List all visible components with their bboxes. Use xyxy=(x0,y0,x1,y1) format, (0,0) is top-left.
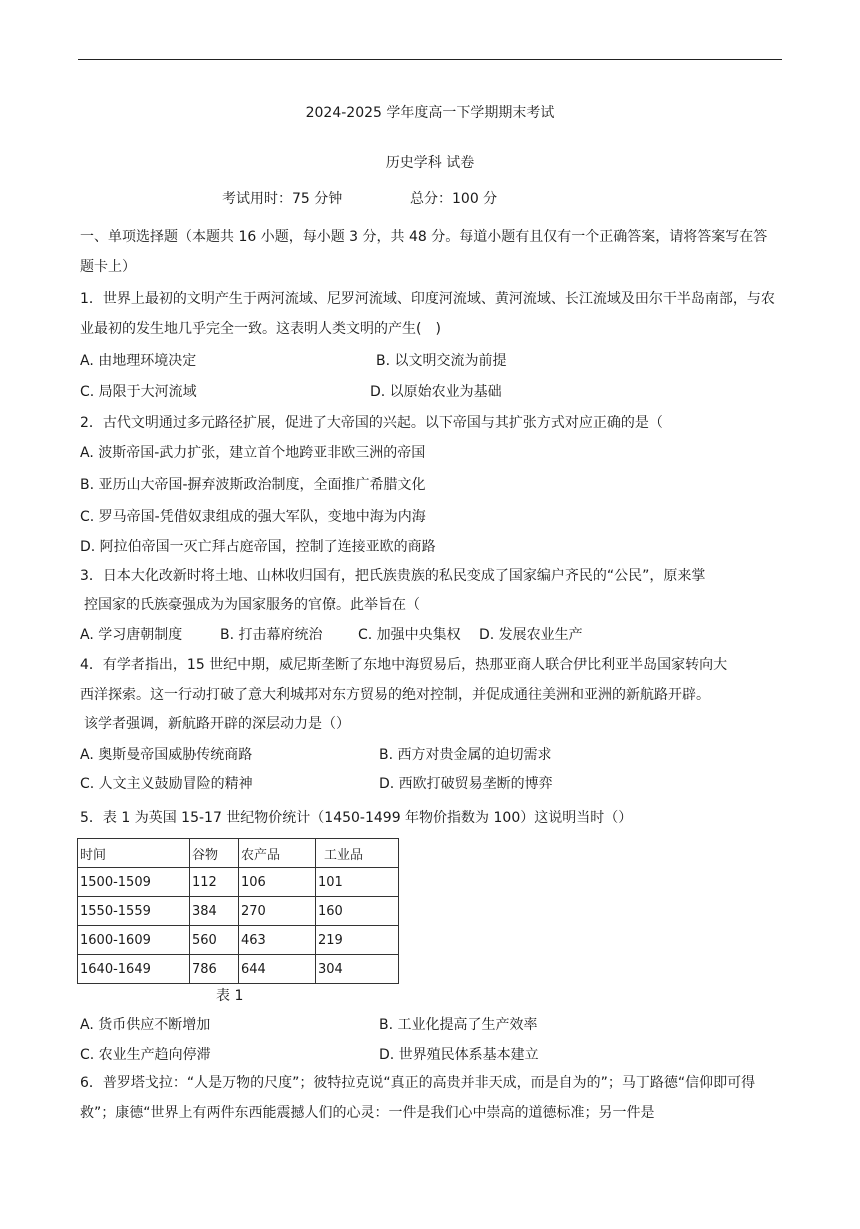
question-6-stem: 6．普罗塔戈拉：“人是万物的尺度”；彼特拉克说“真正的高贵并非天成，而是自为的”；马丁路德“信仰即可得救”；康德“世界上有两件东西能震撼人们的心灵：一件是我们心中崇高的道德标准；另一件是 xyxy=(80,1075,756,1121)
question-3-option-c: C. 加强中央集权 xyxy=(358,627,461,643)
table-cell: 112 xyxy=(190,868,239,897)
question-3-stem-line1: 3．日本大化改新时将土地、山林收归国有，把氏族贵族的私民变成了国家编户齐民的“公民”，原来掌 xyxy=(80,568,706,584)
question-5-option-c: C. 农业生产趋向停滞 xyxy=(80,1047,211,1063)
section-intro: 一、单项选择题（本题共 16 小题，每小题 3 分，共 48 分。每道小题有且仅有一个正确答案，请将答案写在答题卡上） xyxy=(80,229,768,275)
table-row xyxy=(78,955,399,984)
question-3-option-a: A. 学习唐朝制度 xyxy=(80,627,183,643)
exam-subtitle: 历史学科 试卷 xyxy=(385,155,475,171)
question-4-option-b: B. 西方对贵金属的迫切需求 xyxy=(379,747,552,763)
table-row xyxy=(78,868,399,897)
exam-time: 考试用时：75 分钟 xyxy=(222,191,343,207)
question-4-stem-line2: 西洋探索。这一行动打破了意大利城邦对东方贸易的绝对控制，并促成通往美洲和亚洲的新航路开辟。 xyxy=(80,687,710,703)
table-cell: 1550-1559 xyxy=(78,897,190,926)
table-cell: 1640-1649 xyxy=(78,955,190,984)
table-cell: 1500-1509 xyxy=(78,868,190,897)
price-table xyxy=(77,838,399,984)
question-3-stem-line2: 控国家的氏族豪强成为为国家服务的官僚。此举旨在（ xyxy=(84,597,420,613)
question-2-option-d: D. 阿拉伯帝国一灭亡拜占庭帝国，控制了连接亚欧的商路 xyxy=(80,539,436,555)
table-cell: 304 xyxy=(316,955,399,984)
question-1-option-c: C. 局限于大河流域 xyxy=(80,384,197,400)
table-cell: 384 xyxy=(190,897,239,926)
question-1-option-a: A. 由地理环境决定 xyxy=(80,353,197,369)
question-2-option-b: B. 亚历山大帝国-摒弃波斯政治制度，全面推广希腊文化 xyxy=(80,477,426,493)
header-rule xyxy=(78,59,782,60)
question-3-option-d: D. 发展农业生产 xyxy=(479,627,583,643)
table-cell: 786 xyxy=(190,955,239,984)
question-4-stem-line3: 该学者强调，新航路开辟的深层动力是（） xyxy=(84,716,350,732)
table-cell: 160 xyxy=(316,897,399,926)
table-caption: 表 1 xyxy=(216,988,244,1004)
table-row xyxy=(78,926,399,955)
question-4-option-c: C. 人文主义鼓励冒险的精神 xyxy=(80,776,253,792)
question-2-option-a: A. 波斯帝国-武力扩张，建立首个地跨亚非欧三洲的帝国 xyxy=(80,445,426,461)
table-cell: 560 xyxy=(190,926,239,955)
question-4-option-a: A. 奥斯曼帝国威胁传统商路 xyxy=(80,747,253,763)
question-3-option-b: B. 打击幕府统治 xyxy=(220,627,323,643)
question-1-option-b: B. 以文明交流为前提 xyxy=(376,353,507,369)
table-cell: 106 xyxy=(239,868,316,897)
question-4-option-d: D. 西欧打破贸易垄断的博弈 xyxy=(379,776,553,792)
table-header-cell: 工业品 xyxy=(316,839,399,868)
question-4-stem-line1: 4．有学者指出，15 世纪中期，威尼斯垄断了东地中海贸易后，热那亚商人联合伊比利亚半岛国家转向大 xyxy=(80,657,728,673)
question-2-stem: 2．古代文明通过多元路径扩展，促进了大帝国的兴起。以下帝国与其扩张方式对应正确的是（ xyxy=(80,415,663,431)
question-5-option-b: B. 工业化提高了生产效率 xyxy=(379,1017,538,1033)
table-cell: 270 xyxy=(239,897,316,926)
table-cell: 101 xyxy=(316,868,399,897)
question-1-stem: 1．世界上最初的文明产生于两河流域、尼罗河流域、印度河流域、黄河流域、长江流域及田尔干半岛南部，与农业最初的发生地几乎完全一致。这表明人类文明的产生( ) xyxy=(80,291,775,337)
table-header-cell: 谷物 xyxy=(190,839,239,868)
exam-title: 2024-2025 学年度高一下学期期末考试 xyxy=(305,105,555,121)
question-5-option-d: D. 世界殖民体系基本建立 xyxy=(379,1047,539,1063)
table-cell: 1600-1609 xyxy=(78,926,190,955)
table-cell: 644 xyxy=(239,955,316,984)
question-1-option-d: D. 以原始农业为基础 xyxy=(370,384,502,400)
question-2-option-c: C. 罗马帝国-凭借奴隶组成的强大军队，变地中海为内海 xyxy=(80,509,426,525)
exam-score: 总分：100 分 xyxy=(410,191,498,207)
question-5-stem: 5．表 1 为英国 15-17 世纪物价统计（1450-1499 年物价指数为 100）这说明当时（） xyxy=(80,810,633,826)
question-5-option-a: A. 货币供应不断增加 xyxy=(80,1017,211,1033)
table-header-cell: 时间 xyxy=(78,839,190,868)
table-header-cell: 农产品 xyxy=(239,839,316,868)
table-cell: 219 xyxy=(316,926,399,955)
table-header-row xyxy=(78,839,399,868)
table-cell: 463 xyxy=(239,926,316,955)
table-row xyxy=(78,897,399,926)
